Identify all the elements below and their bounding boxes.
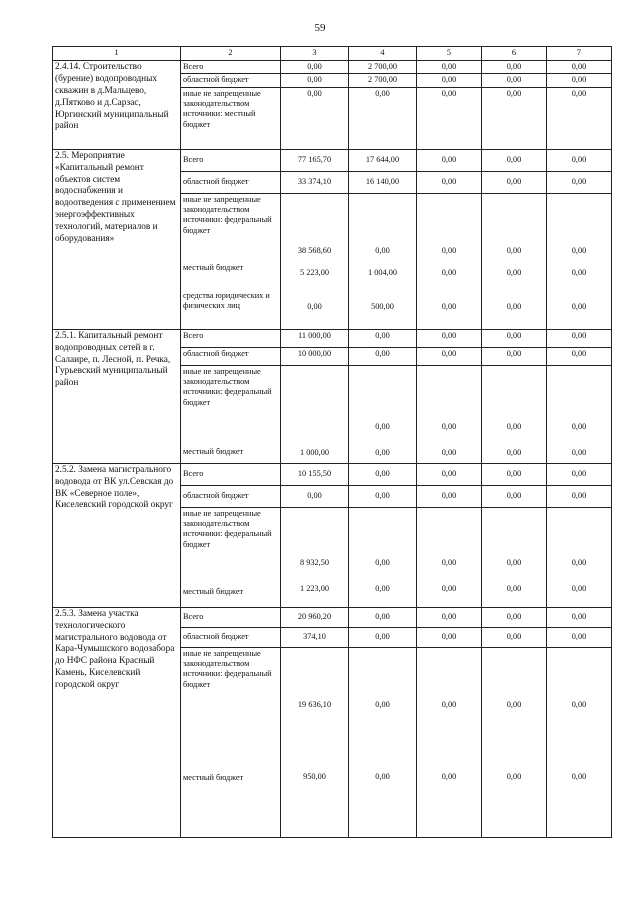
value-cell: 0,00 xyxy=(375,557,390,567)
value-cell: 0,00 xyxy=(506,447,522,457)
value-cell-group xyxy=(547,193,612,329)
value-cell: 0,00 xyxy=(506,245,522,255)
value-cell: 0,00 xyxy=(571,699,587,709)
value-cell: 0,00 xyxy=(547,171,612,193)
value-cell: 0,00 xyxy=(349,607,417,627)
value-cell: 0,00 xyxy=(441,583,457,593)
value-cell: 0,00 xyxy=(506,771,522,781)
value-cell: 0,00 xyxy=(547,329,612,347)
value-cell-group xyxy=(349,365,417,463)
value-cell: 0,00 xyxy=(375,583,390,593)
value-cell: 2 700,00 xyxy=(349,74,417,87)
column-header: 6 xyxy=(482,47,547,61)
value-cell: 0,00 xyxy=(375,771,390,781)
value-cell: 0,00 xyxy=(417,627,482,647)
value-cell: 0,00 xyxy=(506,699,522,709)
value-cell: 0,00 xyxy=(281,61,349,74)
value-cell: 0,00 xyxy=(417,607,482,627)
value-cell: 0,00 xyxy=(482,627,547,647)
table-row xyxy=(53,149,612,171)
value-cell: 19 636,10 xyxy=(297,699,332,709)
value-cell-group xyxy=(417,365,482,463)
funding-source: иные не запрещенные законодательством источники: федеральный бюджет xyxy=(183,366,272,407)
column-header: 2 xyxy=(181,47,281,61)
value-cell: 0,00 xyxy=(417,87,482,149)
value-cell: 2 700,00 xyxy=(349,61,417,74)
funding-source: областной бюджет xyxy=(181,171,281,193)
value-cell: 0,00 xyxy=(417,329,482,347)
value-cell: 0,00 xyxy=(349,627,417,647)
value-cell: 0,00 xyxy=(482,74,547,87)
value-cell: 0,00 xyxy=(349,329,417,347)
funding-source: местный бюджет xyxy=(183,586,244,596)
funding-source: иные не запрещенные законодательством источники: федеральный бюджет xyxy=(183,194,272,235)
value-cell: 0,00 xyxy=(506,267,522,277)
value-cell-group xyxy=(349,507,417,607)
value-cell: 0,00 xyxy=(571,583,587,593)
value-cell: 0,00 xyxy=(482,329,547,347)
table-header-row xyxy=(53,47,612,61)
funding-source: областной бюджет xyxy=(181,627,281,647)
value-cell: 0,00 xyxy=(571,301,587,311)
value-cell-group xyxy=(349,647,417,837)
value-cell: 0,00 xyxy=(482,87,547,149)
funding-source-group xyxy=(181,647,281,837)
value-cell: 0,00 xyxy=(571,421,587,431)
value-cell: 0,00 xyxy=(417,74,482,87)
value-cell-group xyxy=(547,647,612,837)
funding-source: Всего xyxy=(181,329,281,347)
value-cell: 0,00 xyxy=(571,267,587,277)
funding-source: иные не запрещенные законодательством источники: федеральный бюджет xyxy=(183,508,272,549)
activity-name: 2.5.3. Замена участка технологического магистрального водовода от Кара-Чумышского водозабора до НФС района Красный Камень, Киселевский городской округ xyxy=(53,607,181,837)
value-cell: 0,00 xyxy=(375,447,390,457)
value-cell: 0,00 xyxy=(281,87,349,149)
value-cell: 11 000,00 xyxy=(281,329,349,347)
value-cell: 0,00 xyxy=(547,607,612,627)
column-header: 7 xyxy=(547,47,612,61)
value-cell: 0,00 xyxy=(547,149,612,171)
value-cell: 0,00 xyxy=(349,87,417,149)
funding-source: иные не запрещенные законодательством источники: местный бюджет xyxy=(181,87,281,149)
funding-source: местный бюджет xyxy=(183,262,244,272)
funding-source: Всего xyxy=(181,463,281,485)
value-cell: 0,00 xyxy=(571,245,587,255)
value-cell-group xyxy=(482,365,547,463)
value-cell: 500,00 xyxy=(371,301,394,311)
value-cell: 0,00 xyxy=(506,421,522,431)
value-cell-group xyxy=(281,507,349,607)
value-cell: 0,00 xyxy=(506,301,522,311)
value-cell: 0,00 xyxy=(547,74,612,87)
value-cell: 0,00 xyxy=(417,61,482,74)
value-cell-group xyxy=(281,193,349,329)
value-cell: 374,10 xyxy=(281,627,349,647)
value-cell: 0,00 xyxy=(482,171,547,193)
value-cell: 0,00 xyxy=(375,421,390,431)
value-cell: 0,00 xyxy=(441,447,457,457)
value-cell: 0,00 xyxy=(441,771,457,781)
value-cell: 38 568,60 xyxy=(297,245,332,255)
value-cell-group xyxy=(417,507,482,607)
value-cell-group xyxy=(547,507,612,607)
value-cell: 0,00 xyxy=(375,245,390,255)
value-cell: 0,00 xyxy=(307,301,322,311)
value-cell: 33 374,10 xyxy=(281,171,349,193)
funding-source: Всего xyxy=(181,61,281,74)
funding-source: местный бюджет xyxy=(183,772,244,782)
value-cell: 5 223,00 xyxy=(299,267,330,277)
value-cell: 0,00 xyxy=(547,463,612,485)
value-cell: 0,00 xyxy=(547,347,612,365)
value-cell-group xyxy=(547,365,612,463)
value-cell: 0,00 xyxy=(441,245,457,255)
column-header: 4 xyxy=(349,47,417,61)
value-cell: 0,00 xyxy=(482,485,547,507)
value-cell: 0,00 xyxy=(349,485,417,507)
value-cell: 77 165,70 xyxy=(281,149,349,171)
value-cell: 8 932,50 xyxy=(299,557,330,567)
page-number: 59 xyxy=(314,22,326,34)
value-cell: 0,00 xyxy=(571,771,587,781)
value-cell-group xyxy=(482,193,547,329)
table-row xyxy=(53,329,612,347)
funding-source: областной бюджет xyxy=(181,74,281,87)
value-cell: 0,00 xyxy=(506,583,522,593)
value-cell: 0,00 xyxy=(482,61,547,74)
funding-source: Всего xyxy=(181,607,281,627)
value-cell: 0,00 xyxy=(441,301,457,311)
funding-source: местный бюджет xyxy=(183,446,244,456)
value-cell: 0,00 xyxy=(281,74,349,87)
value-cell: 0,00 xyxy=(482,607,547,627)
value-cell: 0,00 xyxy=(441,557,457,567)
value-cell-group xyxy=(417,647,482,837)
funding-source: областной бюджет xyxy=(181,485,281,507)
activity-name: 2.5.1. Капитальный ремонт водопроводных сетей в г. Салаире, п. Лесной, п. Речка, Гурьевский муниципальный район xyxy=(53,329,181,463)
table-row xyxy=(53,463,612,485)
value-cell: 0,00 xyxy=(375,699,390,709)
value-cell: 0,00 xyxy=(547,485,612,507)
value-cell: 0,00 xyxy=(441,267,457,277)
value-cell: 0,00 xyxy=(547,627,612,647)
value-cell: 0,00 xyxy=(349,463,417,485)
value-cell: 1 000,00 xyxy=(299,447,330,457)
value-cell-group xyxy=(281,365,349,463)
value-cell: 0,00 xyxy=(547,61,612,74)
activity-name: 2.5. Мероприятие «Капитальный ремонт объектов систем водоснабжения и водоотведения с применением энергоэффективных технологий, материалов и оборудования» xyxy=(53,149,181,329)
value-cell: 0,00 xyxy=(417,347,482,365)
value-cell-group xyxy=(281,647,349,837)
funding-source-group xyxy=(181,193,281,329)
table-row xyxy=(53,607,612,627)
value-cell-group xyxy=(482,647,547,837)
value-cell: 10 000,00 xyxy=(281,347,349,365)
funding-source: Всего xyxy=(181,149,281,171)
value-cell: 1 223,00 xyxy=(299,583,330,593)
value-cell: 0,00 xyxy=(417,463,482,485)
value-cell: 1 004,00 xyxy=(367,267,398,277)
value-cell: 0,00 xyxy=(547,87,612,149)
value-cell: 0,00 xyxy=(417,149,482,171)
funding-source-group xyxy=(181,365,281,463)
value-cell: 0,00 xyxy=(506,557,522,567)
column-header: 3 xyxy=(281,47,349,61)
funding-source-group xyxy=(181,507,281,607)
activity-name: 2.4.14. Строительство (бурение) водопроводных скважин в д.Мальцево, д.Пятково и д.Сарзас, Юргинский муниципальный район xyxy=(53,61,181,150)
value-cell-group xyxy=(349,193,417,329)
funding-source: областной бюджет xyxy=(181,347,281,365)
value-cell xyxy=(283,422,346,448)
table-row xyxy=(53,61,612,74)
value-cell: 10 155,50 xyxy=(281,463,349,485)
column-header: 1 xyxy=(53,47,181,61)
value-cell: 0,00 xyxy=(571,447,587,457)
value-cell: 0,00 xyxy=(441,421,457,431)
value-cell: 0,00 xyxy=(417,485,482,507)
value-cell: 0,00 xyxy=(441,699,457,709)
value-cell: 0,00 xyxy=(482,463,547,485)
budget-table xyxy=(52,46,612,838)
value-cell-group xyxy=(482,507,547,607)
funding-source: средства юридических и физических лиц xyxy=(183,290,270,311)
value-cell: 0,00 xyxy=(482,347,547,365)
value-cell: 0,00 xyxy=(417,171,482,193)
value-cell: 0,00 xyxy=(349,347,417,365)
value-cell: 950,00 xyxy=(303,771,326,781)
value-cell-group xyxy=(417,193,482,329)
funding-source: иные не запрещенные законодательством источники: федеральный бюджет xyxy=(183,648,272,689)
value-cell: 0,00 xyxy=(281,485,349,507)
value-cell: 16 140,00 xyxy=(349,171,417,193)
value-cell: 0,00 xyxy=(482,149,547,171)
column-header: 5 xyxy=(417,47,482,61)
value-cell: 0,00 xyxy=(571,557,587,567)
activity-name: 2.5.2. Замена магистрального водовода от ВК ул.Севская до ВК «Северное поле», Киселевский городской округ xyxy=(53,463,181,607)
value-cell: 20 960,20 xyxy=(281,607,349,627)
value-cell: 17 644,00 xyxy=(349,149,417,171)
